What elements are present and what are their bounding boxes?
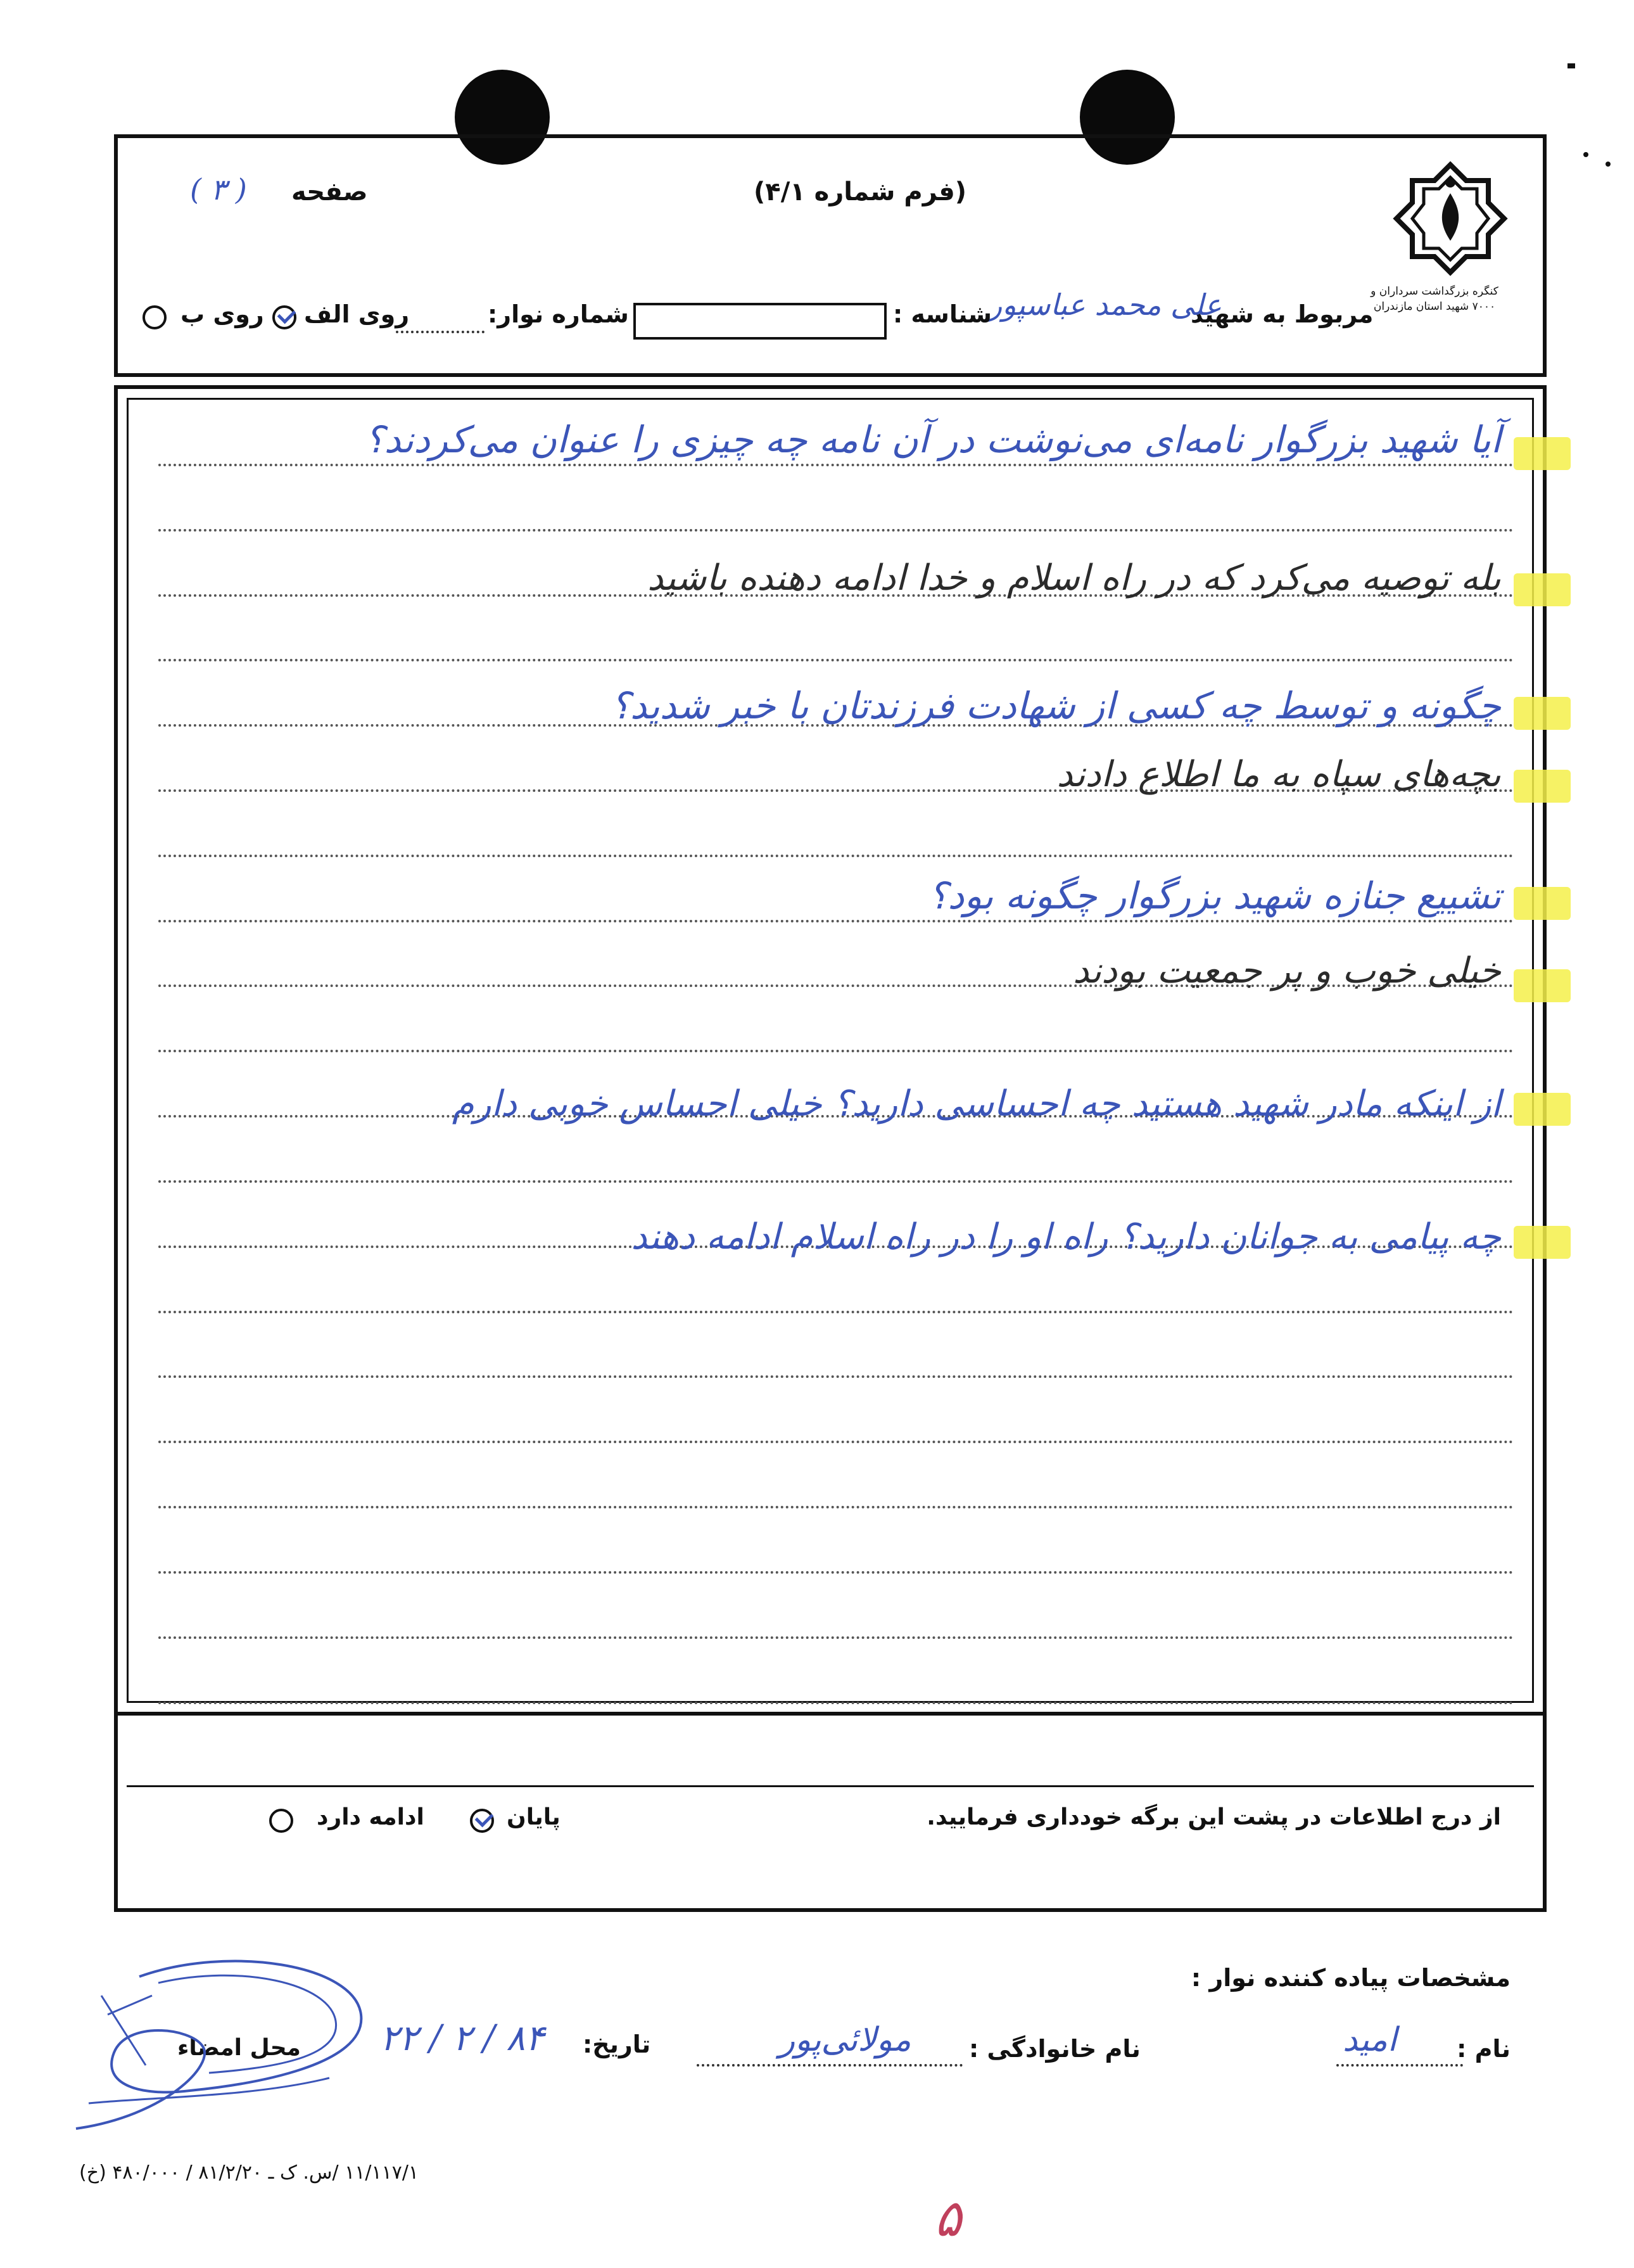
side-b-checkbox[interactable]: [142, 305, 167, 329]
ruled-line: [158, 1050, 1514, 1052]
ruled-line: [158, 1571, 1514, 1574]
footer-divider: [127, 1785, 1534, 1787]
ruled-line: [158, 855, 1514, 857]
name-label: نام :: [1457, 2035, 1510, 2063]
handwritten-page-number: ۵: [934, 2189, 961, 2248]
header-box: [114, 134, 1547, 377]
end-label: پایان: [507, 1804, 560, 1830]
ruled-line: [158, 1441, 1514, 1443]
family-value: مولائی‌پور: [779, 2021, 911, 2059]
side-a-checkbox[interactable]: [272, 305, 296, 329]
continue-checkbox[interactable]: [269, 1809, 293, 1833]
signature-scribble-icon: [63, 1939, 393, 2154]
ruled-line: [158, 529, 1514, 532]
highlight-mark: [1514, 697, 1571, 730]
highlight-mark: [1514, 437, 1571, 470]
notice-text: از درج اطلاعات در پشت این برگه خودداری فرمایید.: [927, 1804, 1501, 1830]
handwritten-question: از اینکه مادر شهید هستید چه احساسی دارید؟ خیلی احساس خوبی دارم: [452, 1083, 1501, 1124]
handwritten-question: آیا شهید بزرگوار نامه‌ای می‌نوشت در آن نامه چه چیزی را عنوان می‌کردند؟: [364, 418, 1501, 461]
highlight-mark: [1514, 887, 1571, 920]
family-field: [697, 2064, 963, 2067]
highlight-mark: [1514, 1226, 1571, 1259]
stray-mark: [1568, 63, 1575, 68]
form-number: (فرم شماره ۴/۱): [754, 177, 967, 207]
handwritten-question: چه پیامی به جوانان دارید؟ راه او را در راه اسلام ادامه دهند: [631, 1216, 1501, 1258]
handwritten-question: چگونه و توسط چه کسی از شهادت فرزندتان با خبر شدید؟: [611, 684, 1501, 727]
frame-edge: [1543, 1716, 1547, 1912]
ruled-line: [158, 1702, 1514, 1704]
ruled-line: [158, 1375, 1514, 1378]
ruled-line: [158, 1180, 1514, 1183]
frame-edge: [114, 1908, 1547, 1912]
continue-label: ادامه دارد: [317, 1804, 424, 1830]
handwritten-answer: خیلی خوب و پر جمعیت بودند: [1073, 950, 1501, 991]
tape-label: شماره نوار:: [488, 300, 629, 328]
stray-mark: [1583, 152, 1588, 157]
id-label: شناسه :: [893, 300, 992, 328]
org-name: کنگره بزرگداشت سرداران و ۷۰۰۰ شهید استان مازندران: [1371, 285, 1498, 313]
tape-number-field: [396, 331, 484, 333]
emblem-logo-icon: [1387, 158, 1514, 279]
highlight-mark: [1514, 770, 1571, 803]
handwritten-question: تشییع جنازه شهید بزرگوار چگونه بود؟: [928, 874, 1501, 917]
date-value: ۸۴ / ۲ / ۲۲: [380, 2018, 545, 2059]
highlight-mark: [1514, 1093, 1571, 1126]
ruled-line: [158, 1311, 1514, 1313]
highlight-mark: [1514, 969, 1571, 1002]
ruled-line: [158, 1506, 1514, 1508]
name-value: امید: [1343, 2021, 1397, 2059]
frame-edge: [114, 1716, 118, 1912]
ruled-line: [158, 1636, 1514, 1639]
date-label: تاریخ:: [583, 2030, 651, 2058]
page-number: ( ٣ ): [190, 172, 247, 207]
form-code: ۱۱/۱۱۷/۱ /س. ک ـ ۸۱/۲/۲۰ / ۴۸۰/۰۰۰ (خ): [79, 2162, 419, 2184]
page-label: صفحه: [291, 177, 368, 207]
end-checkbox[interactable]: [470, 1809, 494, 1833]
handwritten-answer: بله توصیه می‌کرد که در راه اسلام و خدا ادامه دهنده باشید: [647, 557, 1501, 599]
martyr-label: مربوط به شهید: [1191, 300, 1374, 328]
martyr-name: علی محمد عباسپور: [988, 288, 1222, 322]
transcriber-title: مشخصات پیاده کننده نوار :: [1191, 1964, 1510, 1992]
side-a-label: روی الف: [304, 300, 410, 328]
handwritten-answer: بچه‌های سپاه به ما اطلاع دادند: [1056, 754, 1501, 795]
id-field: [633, 303, 887, 340]
highlight-mark: [1514, 573, 1571, 606]
side-b-label: روی ب: [180, 300, 264, 328]
stray-mark: [1606, 162, 1611, 167]
signature-label: محل امضاء: [177, 2035, 301, 2061]
family-label: نام خانوادگی :: [969, 2035, 1141, 2063]
name-field: [1336, 2064, 1463, 2067]
ruled-line: [158, 464, 1514, 466]
ruled-line: [158, 659, 1514, 661]
ruled-line: [158, 920, 1514, 922]
